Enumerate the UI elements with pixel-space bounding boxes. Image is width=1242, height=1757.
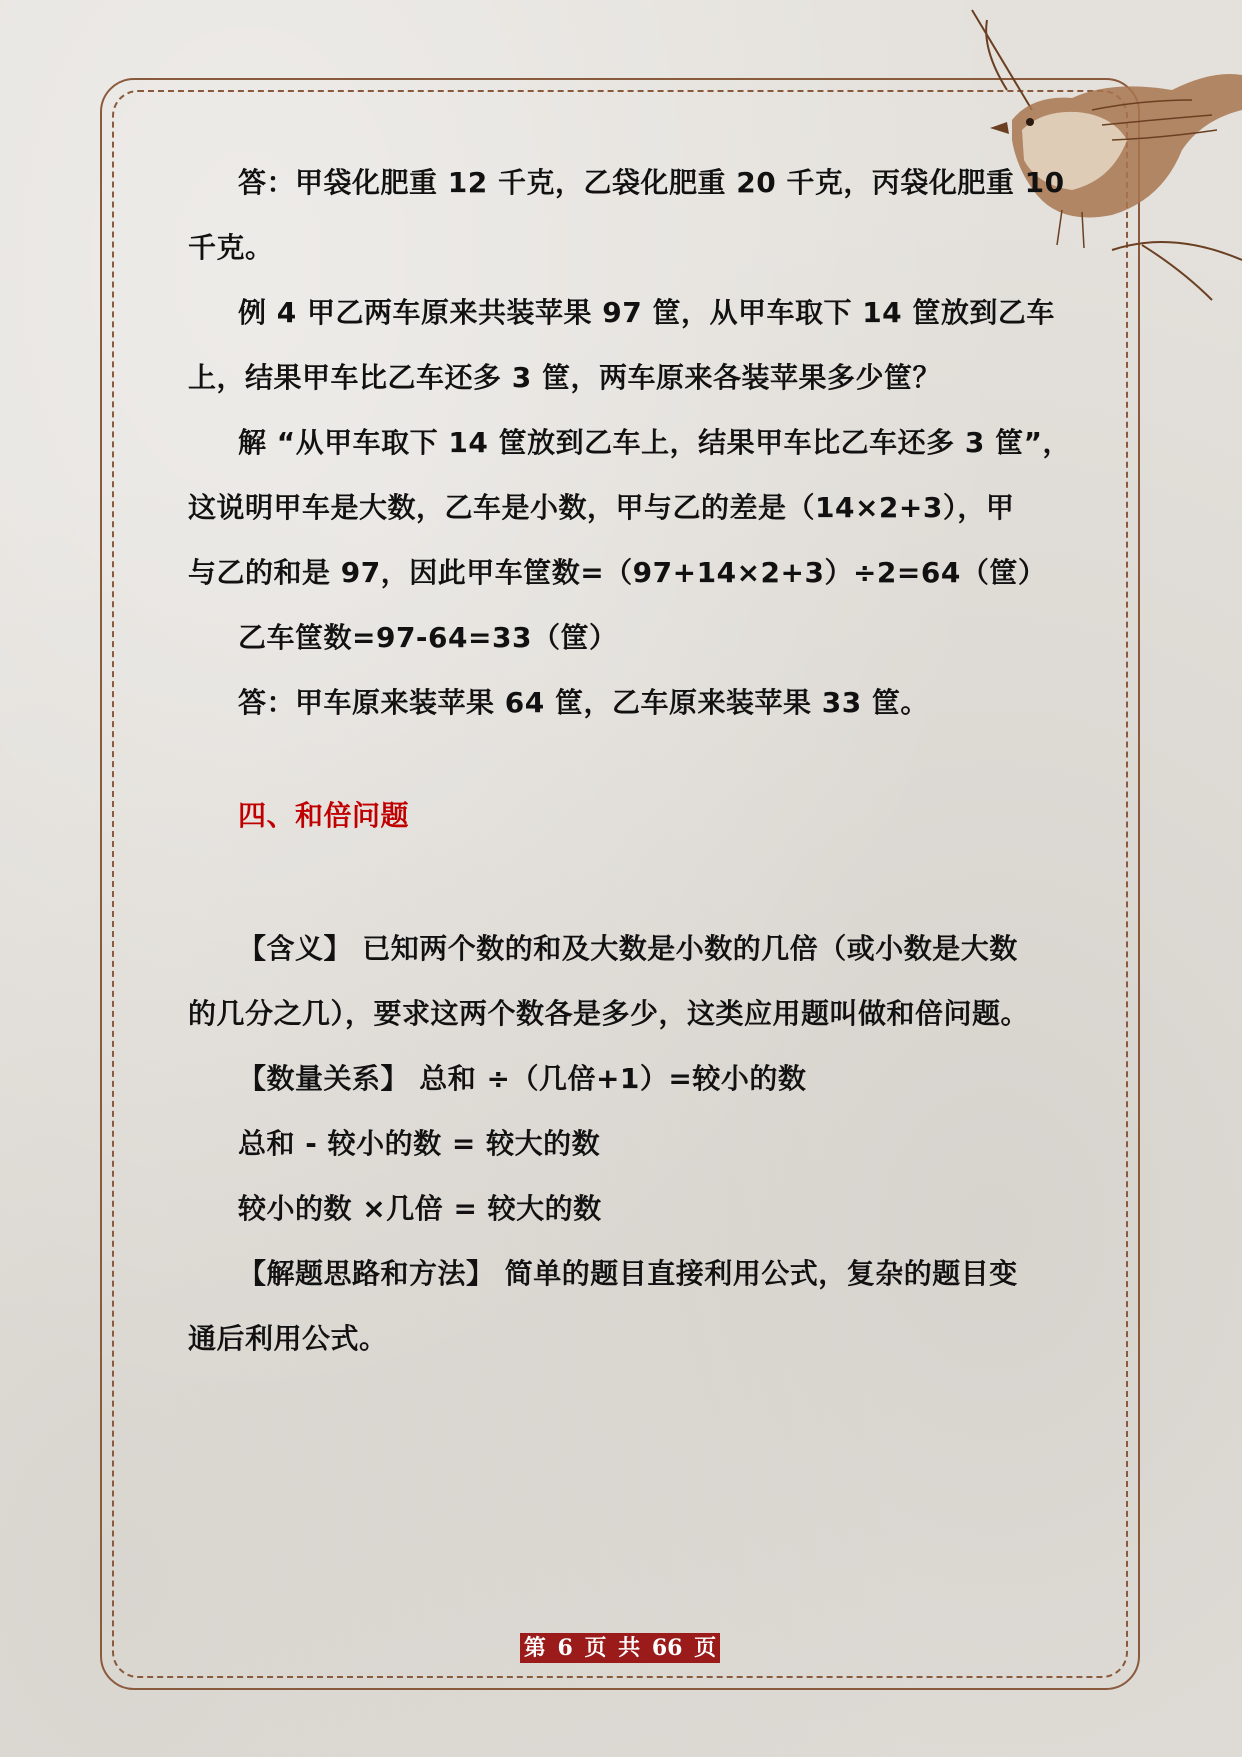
method-line: 通后利用公式。 [188,1322,388,1355]
answer-paragraph-line: 答：甲袋化肥重 12 千克，乙袋化肥重 20 千克，丙袋化肥重 10 [238,166,1065,199]
document-body [188,150,1071,1371]
example-4-line: 例 4 甲乙两车原来共装苹果 97 筐，从甲车取下 14 筐放到乙车 [238,296,1055,329]
definition-line: 【含义】 已知两个数的和及大数是小数的几倍（或小数是大数 [238,932,1018,965]
definition-line: 的几分之几），要求这两个数各是多少，这类应用题叫做和倍问题。 [188,997,1030,1030]
answer-line: 答：甲车原来装苹果 64 筐，乙车原来装苹果 33 筐。 [238,686,929,719]
solution-line: 与乙的和是 97，因此甲车筐数=（97+14×2+3）÷2=64（筐） [188,556,1047,589]
relation-line: 较小的数 ×几倍 = 较大的数 [238,1192,602,1225]
solution-line: 乙车筐数=97-64=33（筐） [238,621,618,654]
solution-line: 解 “从甲车取下 14 筐放到乙车上，结果甲车比乙车还多 3 筐”， [238,426,1071,459]
page-number-footer: 第 6 页 共 66 页 [520,1633,720,1663]
method-line: 【解题思路和方法】 简单的题目直接利用公式，复杂的题目变 [238,1257,1018,1290]
relation-line: 【数量关系】 总和 ÷（几倍+1）=较小的数 [238,1062,807,1095]
answer-paragraph-line: 千克。 [188,231,274,264]
relation-line: 总和 - 较小的数 = 较大的数 [238,1127,601,1160]
section-heading: 四、和倍问题 [238,799,410,832]
example-4-line: 上，结果甲车比乙车还多 3 筐，两车原来各装苹果多少筐？ [188,361,941,394]
solution-line: 这说明甲车是大数，乙车是小数，甲与乙的差是（14×2+3），甲 [188,491,1015,524]
